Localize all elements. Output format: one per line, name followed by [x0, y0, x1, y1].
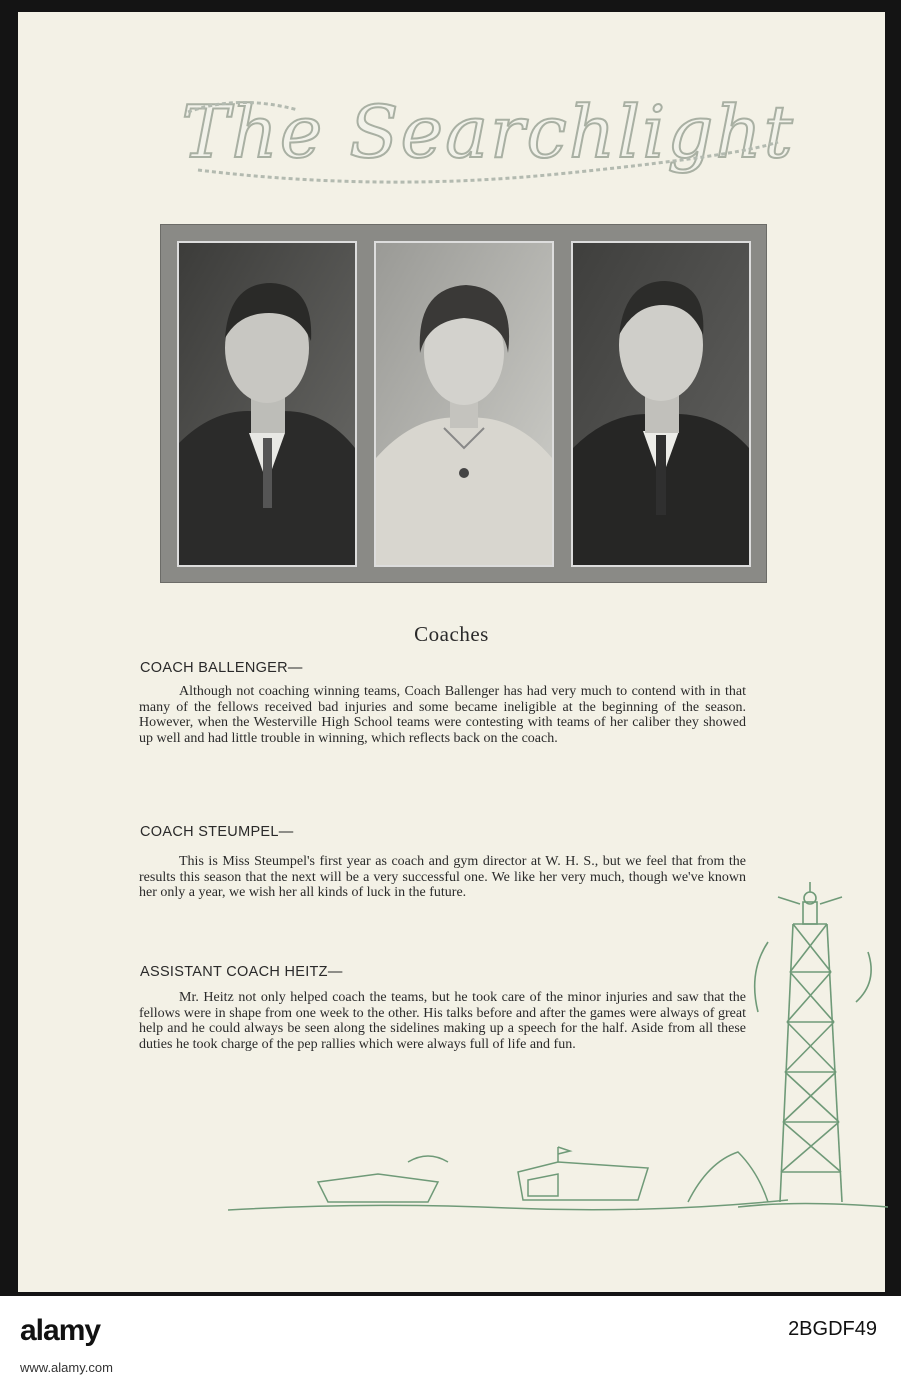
portrait-panel: [160, 224, 767, 583]
coach-heading-steumpel: COACH STEUMPEL—: [140, 824, 294, 840]
coach-text-steumpel: This is Miss Steumpel's first year as coach and gym director at W. H. S., but we feel that from the results this season that the next will be a very successful one. We like her very much, though we've known her only a year, we wish her all kinds of luck in the future.: [139, 854, 746, 900]
watermark-id: 2BGDF49: [788, 1318, 877, 1340]
portrait-steumpel: [374, 241, 554, 567]
coach-text-ballenger: Although not coaching winning teams, Coach Ballenger has had very much to contend with in that many of the fellows received bad injuries and some became ineligible at the beginning of the season. However, when the Westerville High School teams were contesting with teams of her caliber they showed up well and had little trouble in winning, which reflects back on the coach.: [139, 684, 746, 746]
section-title: Coaches: [414, 622, 489, 646]
coach-text-heitz: Mr. Heitz not only helped coach the teams, but he took care of the minor injuries and saw that the fellows were in shape from one week to the other. His talks before and after the games were always of great help and he could always be seen along the sidelines making up a speech for the half. Aside from all these duties he took charge of the pep rallies which were always full of life and fun.: [139, 990, 746, 1052]
portrait-ballenger: [177, 241, 357, 567]
coach-heading-heitz: ASSISTANT COACH HEITZ—: [140, 964, 343, 980]
townscape-sketch: [228, 1062, 788, 1222]
stock-watermark-bar: [0, 1296, 901, 1390]
masthead: [178, 82, 798, 202]
masthead-flourish: [178, 82, 798, 202]
watermark-brand: alamy: [20, 1314, 101, 1347]
masthead-title: The Searchlight: [181, 90, 795, 174]
yearbook-page: [18, 12, 885, 1292]
oil-derrick-sketch: [738, 862, 888, 1222]
portrait-heitz: [571, 241, 751, 567]
watermark-url: www.alamy.com: [20, 1360, 113, 1375]
coach-heading-ballenger: COACH BALLENGER—: [140, 660, 303, 676]
